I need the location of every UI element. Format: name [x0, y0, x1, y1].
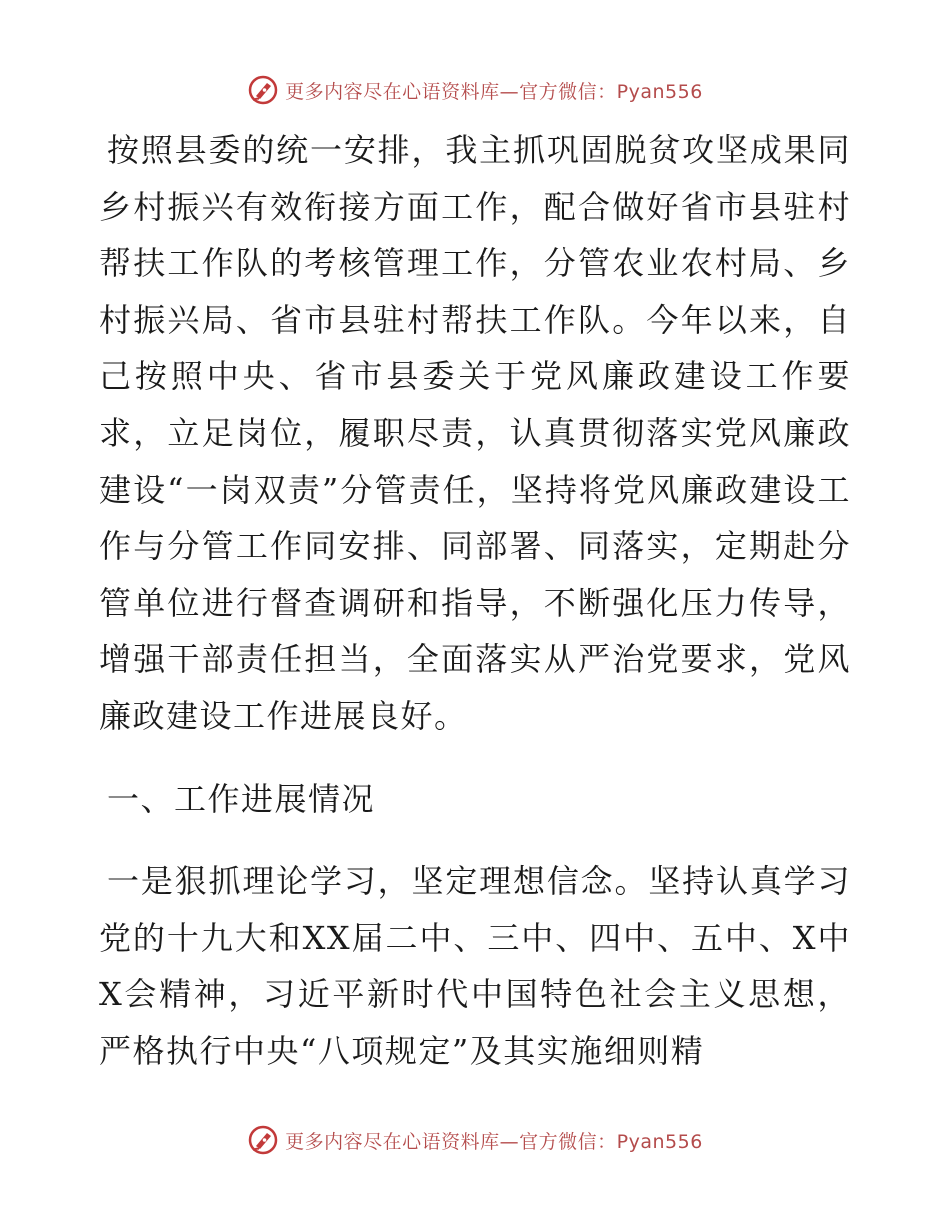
- pen-nib-seal-icon: [247, 74, 279, 106]
- section-heading: 一、工作进展情况: [107, 779, 376, 818]
- body-paragraph: 一是狠抓理论学习，坚定理想信念。坚持认真学习党的十九大和XX届二中、三中、四中、五中、X中X会精神，习近平新时代中国特色社会主义思想，严格执行中央“八项规定”及其实施细则精: [99, 862, 851, 1070]
- pen-nib-seal-icon: [247, 1124, 279, 1156]
- document-body: [99, 122, 851, 1080]
- header-watermark: [0, 70, 950, 110]
- body-paragraph: 按照县委的统一安排，我主抓巩固脱贫攻坚成果同乡村振兴有效衔接方面工作，配合做好省市县驻村帮扶工作队的考核管理工作，分管农业农村局、乡村振兴局、省市县驻村帮扶工作队。今年以来，自己按照中央、省市县委关于党风廉政建设工作要求，立足岗位，履职尽责，认真贯彻落实党风廉政建设“一岗双责”分管责任，坚持将党风廉政建设工作与分管工作同安排、同部署、同落实，定期赴分管单位进行督查调研和指导，不断强化压力传导，增强干部责任担当，全面落实从严治党要求，党风廉政建设工作进展良好。: [99, 131, 851, 735]
- watermark-text: 更多内容尽在心语资料库—官方微信：Pyan556: [285, 80, 703, 103]
- footer-watermark: [0, 1120, 950, 1160]
- watermark-text: 更多内容尽在心语资料库—官方微信：Pyan556: [285, 1130, 703, 1153]
